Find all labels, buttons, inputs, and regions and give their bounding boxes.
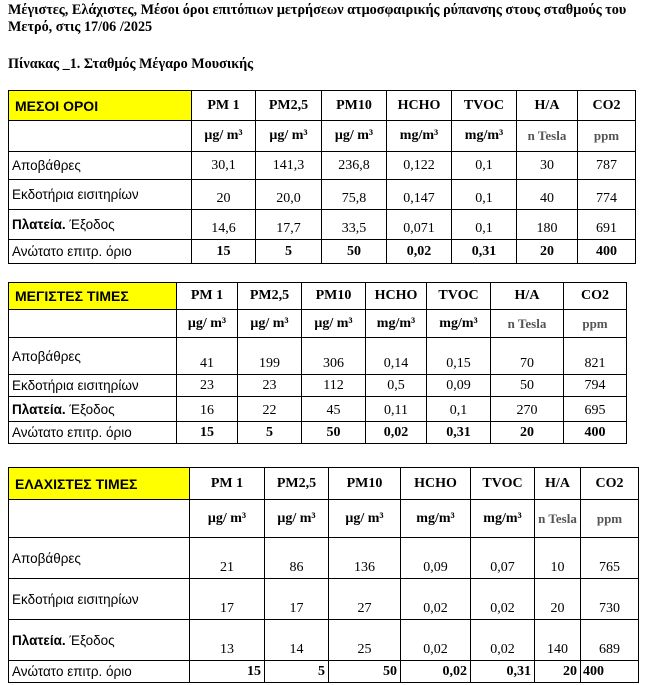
value-cell: 794 <box>564 375 627 397</box>
limit-label: Ανώτατο επιτρ. όριο <box>9 240 192 264</box>
value-cell: 180 <box>517 210 578 240</box>
value-cell: 0,1 <box>452 152 517 180</box>
value-cell: 691 <box>578 210 636 240</box>
row-label: Αποβάθρες <box>9 152 192 180</box>
value-cell: 0,02 <box>401 579 471 620</box>
table-header: ΜΕΓΙΣΤΕΣ ΤΙΜΕΣ <box>9 283 177 310</box>
row-label <box>9 397 177 422</box>
limit-value: 20 <box>491 422 564 444</box>
value-cell: 821 <box>564 338 627 375</box>
row-label: Εκδοτήρια εισιτηρίων <box>9 375 177 397</box>
value-cell: 0,071 <box>387 210 452 240</box>
value-cell: 787 <box>578 152 636 180</box>
value-cell: 0,09 <box>401 538 471 579</box>
column-header: TVOC <box>471 468 535 500</box>
column-header: TVOC <box>427 283 491 310</box>
table-caption: Πίνακας _1. Σταθμός Μέγαρο Μουσικής <box>8 56 254 72</box>
value-cell: 13 <box>190 620 265 661</box>
limit-value: 5 <box>256 240 322 264</box>
limit-value: 50 <box>329 661 401 683</box>
table-row <box>9 538 639 579</box>
unit-cell: mg/m³ <box>452 121 517 152</box>
value-cell: 140 <box>535 620 581 661</box>
table-row <box>9 180 636 210</box>
column-header: PM 1 <box>190 468 265 500</box>
limit-row <box>9 422 627 444</box>
limit-row <box>9 661 639 683</box>
unit-cell: n Tesla <box>517 121 578 152</box>
limit-value: 400 <box>578 240 636 264</box>
value-cell: 0,5 <box>366 375 427 397</box>
value-cell: 23 <box>177 375 238 397</box>
limit-value: 15 <box>192 240 256 264</box>
table-row <box>9 210 636 240</box>
value-cell: 774 <box>578 180 636 210</box>
column-header: PM10 <box>302 283 366 310</box>
value-cell: 0,147 <box>387 180 452 210</box>
value-cell: 199 <box>238 338 302 375</box>
unit-cell: mg/m³ <box>387 121 452 152</box>
value-cell: 689 <box>581 620 639 661</box>
value-cell: 75,8 <box>322 180 387 210</box>
value-cell: 30 <box>517 152 578 180</box>
unit-cell: μg/ m³ <box>302 310 366 338</box>
units-row <box>9 310 627 338</box>
value-cell: 40 <box>517 180 578 210</box>
value-cell: 17 <box>190 579 265 620</box>
header-row <box>9 283 627 310</box>
units-row <box>9 500 639 538</box>
value-cell: 17,7 <box>256 210 322 240</box>
unit-cell: mg/m³ <box>401 500 471 538</box>
unit-cell: μg/ m³ <box>177 310 238 338</box>
value-cell: 20,0 <box>256 180 322 210</box>
value-cell: 0,02 <box>401 620 471 661</box>
document-title: Μέγιστες, Ελάχιστες, Μέσοι όροι επιτόπιων μετρήσεων ατμοσφαιρικής ρύπανσης στους σταθμούς του Μετρό, στις 17/06 /2025 <box>8 2 627 35</box>
value-cell: 730 <box>581 579 639 620</box>
value-cell: 0,02 <box>471 620 535 661</box>
unit-cell: μg/ m³ <box>190 500 265 538</box>
minimum-values-table <box>8 467 639 683</box>
value-cell: 112 <box>302 375 366 397</box>
value-cell: 70 <box>491 338 564 375</box>
table-row <box>9 579 639 620</box>
column-header: HCHO <box>366 283 427 310</box>
value-cell: 695 <box>564 397 627 422</box>
column-header: TVOC <box>452 91 517 121</box>
value-cell: 21 <box>190 538 265 579</box>
value-cell: 25 <box>329 620 401 661</box>
column-header: CO2 <box>578 91 636 121</box>
column-header: HCHO <box>387 91 452 121</box>
header-row <box>9 468 639 500</box>
table-row <box>9 397 627 422</box>
unit-cell: μg/ m³ <box>192 121 256 152</box>
value-cell: 23 <box>238 375 302 397</box>
table-row <box>9 152 636 180</box>
column-header: PM2,5 <box>265 468 329 500</box>
unit-cell: μg/ m³ <box>265 500 329 538</box>
empty-cell <box>9 310 177 338</box>
row-label-rest: Έξοδος <box>65 217 115 232</box>
value-cell: 0,1 <box>452 180 517 210</box>
row-label: Αποβάθρες <box>9 538 190 579</box>
row-label: Εκδοτήρια εισιτηρίων <box>9 180 192 210</box>
unit-cell: μg/ m³ <box>322 121 387 152</box>
value-cell: 17 <box>265 579 329 620</box>
value-cell: 50 <box>491 375 564 397</box>
value-cell: 141,3 <box>256 152 322 180</box>
unit-cell: ppm <box>581 500 639 538</box>
table-header: ΜΕΣΟΙ ΟΡΟΙ <box>9 91 192 121</box>
unit-cell: μg/ m³ <box>238 310 302 338</box>
table-row <box>9 375 627 397</box>
value-cell: 22 <box>238 397 302 422</box>
unit-cell: n Tesla <box>535 500 581 538</box>
empty-cell <box>9 500 190 538</box>
row-label-bold: Πλατεία. <box>12 217 66 232</box>
value-cell: 136 <box>329 538 401 579</box>
value-cell: 20 <box>535 579 581 620</box>
value-cell: 236,8 <box>322 152 387 180</box>
value-cell: 0,14 <box>366 338 427 375</box>
row-label-rest: Έξοδος <box>65 632 115 648</box>
limit-value: 400 <box>564 422 627 444</box>
unit-cell: mg/m³ <box>471 500 535 538</box>
value-cell: 16 <box>177 397 238 422</box>
table-header: ΕΛΑΧΙΣΤΕΣ ΤΙΜΕΣ <box>9 468 190 500</box>
limit-value: 0,02 <box>387 240 452 264</box>
value-cell: 270 <box>491 397 564 422</box>
limit-value: 50 <box>302 422 366 444</box>
averages-table <box>8 90 636 264</box>
column-header: PM 1 <box>177 283 238 310</box>
value-cell: 0,15 <box>427 338 491 375</box>
value-cell: 27 <box>329 579 401 620</box>
column-header: H/A <box>491 283 564 310</box>
limit-value: 0,31 <box>471 661 535 683</box>
unit-cell: mg/m³ <box>427 310 491 338</box>
row-label: Εκδοτήρια εισιτηρίων <box>9 579 190 620</box>
row-label-rest: Έξοδος <box>65 401 115 417</box>
limit-value: 0,02 <box>366 422 427 444</box>
value-cell: 10 <box>535 538 581 579</box>
limit-label: Ανώτατο επιτρ. όριο <box>9 422 177 444</box>
limit-value: 50 <box>322 240 387 264</box>
value-cell: 0,07 <box>471 538 535 579</box>
column-header: H/A <box>517 91 578 121</box>
column-header: PM10 <box>322 91 387 121</box>
unit-cell: n Tesla <box>491 310 564 338</box>
value-cell: 33,5 <box>322 210 387 240</box>
value-cell: 0,02 <box>471 579 535 620</box>
value-cell: 45 <box>302 397 366 422</box>
unit-cell: ppm <box>564 310 627 338</box>
limit-value: 400 <box>581 661 639 683</box>
limit-value: 15 <box>190 661 265 683</box>
row-label-bold: Πλατεία. <box>12 632 66 648</box>
value-cell: 0,1 <box>427 397 491 422</box>
value-cell: 14 <box>265 620 329 661</box>
value-cell: 306 <box>302 338 366 375</box>
unit-cell: mg/m³ <box>366 310 427 338</box>
empty-cell <box>9 121 192 152</box>
column-header: PM2,5 <box>238 283 302 310</box>
header-row <box>9 91 636 121</box>
limit-row <box>9 240 636 264</box>
units-row <box>9 121 636 152</box>
value-cell: 86 <box>265 538 329 579</box>
value-cell: 765 <box>581 538 639 579</box>
column-header: CO2 <box>581 468 639 500</box>
row-label <box>9 620 190 661</box>
column-header: PM 1 <box>192 91 256 121</box>
column-header: HCHO <box>401 468 471 500</box>
table-row <box>9 620 639 661</box>
row-label <box>9 210 192 240</box>
value-cell: 0,122 <box>387 152 452 180</box>
limit-value: 20 <box>535 661 581 683</box>
maximum-values-table <box>8 282 627 444</box>
column-header: PM10 <box>329 468 401 500</box>
value-cell: 0,1 <box>452 210 517 240</box>
value-cell: 14,6 <box>192 210 256 240</box>
row-label: Αποβάθρες <box>9 338 177 375</box>
limit-value: 5 <box>238 422 302 444</box>
limit-value: 0,02 <box>401 661 471 683</box>
row-label-bold: Πλατεία. <box>12 401 66 417</box>
table-row <box>9 338 627 375</box>
value-cell: 0,09 <box>427 375 491 397</box>
limit-value: 20 <box>517 240 578 264</box>
unit-cell: ppm <box>578 121 636 152</box>
limit-value: 5 <box>265 661 329 683</box>
unit-cell: μg/ m³ <box>256 121 322 152</box>
limit-value: 0,31 <box>452 240 517 264</box>
unit-cell: μg/ m³ <box>329 500 401 538</box>
value-cell: 30,1 <box>192 152 256 180</box>
column-header: H/A <box>535 468 581 500</box>
limit-value: 0,31 <box>427 422 491 444</box>
value-cell: 20 <box>192 180 256 210</box>
value-cell: 41 <box>177 338 238 375</box>
value-cell: 0,11 <box>366 397 427 422</box>
limit-label: Ανώτατο επιτρ. όριο <box>9 661 190 683</box>
column-header: CO2 <box>564 283 627 310</box>
limit-value: 15 <box>177 422 238 444</box>
column-header: PM2,5 <box>256 91 322 121</box>
